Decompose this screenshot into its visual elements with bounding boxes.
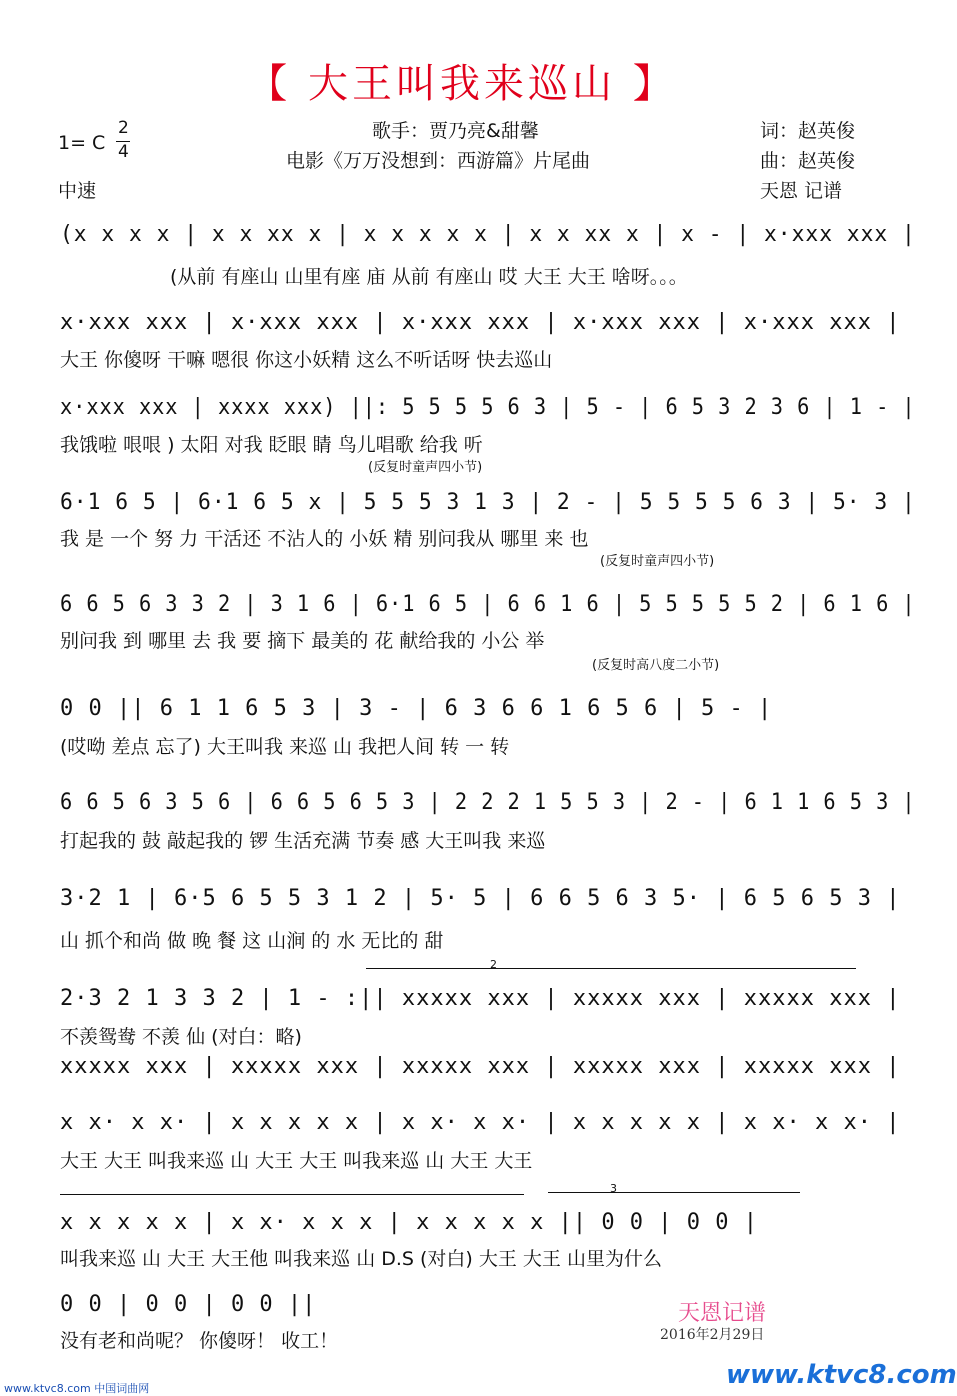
tempo-marking: 中速 (58, 180, 97, 202)
repeat-remark: (反复时高八度二小节) (592, 658, 720, 673)
notation-row: xxxxx xxx | xxxxx xxx | xxxxx xxx | xxxxx xxx | xxxxx xxx | (60, 1054, 901, 1079)
lyricist-credit: 词：赵英俊 (760, 120, 856, 142)
transcriber-stamp: 天恩记谱 (678, 1301, 767, 1326)
notation-row: x x x x x | x x· x x x | x x x x x || 0 0 | 0 0 | (60, 1210, 759, 1235)
lyric-row: 我饿啦 哏哏 ) 太阳 对我 眨眼 睛 鸟儿唱歌 给我 听 (60, 434, 483, 456)
triplet-bracket (548, 1192, 800, 1193)
watermark-logo: www.ktvc8.com (726, 1360, 957, 1390)
lyric-row: (从前 有座山 山里有座 庙 从前 有座山 哎 大王 大王 啥呀。。。 (170, 266, 688, 288)
time-signature-top: 2 (118, 118, 129, 138)
repeat-remark: (反复时童声四小节) (368, 460, 483, 475)
lyric-row: 没有老和尚呢？ 你傻呀！ 收工！ (60, 1330, 339, 1352)
lyric-row: 不羡鸳鸯 不羡 仙 (对白：略) (60, 1026, 302, 1048)
time-signature-bottom: 4 (118, 142, 129, 162)
singer-credit: 歌手：贾乃亮&甜馨 (372, 120, 539, 142)
notation-row: (x x x x | x x xx x | x x x x x | x x xx x | x - | x·xxx xxx | (60, 222, 916, 247)
notation-row: 0 0 | 0 0 | 0 0 || (60, 1292, 317, 1317)
volta-bracket (366, 968, 856, 969)
notation-row: 6·1 6 5 | 6·1 6 5 x | 5 5 5 3 1 3 | 2 - | 5 5 5 5 6 3 | 5· 3 | (60, 490, 916, 515)
notation-row: 6 6 5 6 3 5 6 | 6 6 5 6 5 3 | 2 2 2 1 5 5 3 | 2 - | 6 1 1 6 5 3 | (60, 790, 916, 815)
song-title: 【 大王叫我来巡山 】 (247, 61, 677, 107)
notation-row: 2·3 2 1 3 3 2 | 1 - :|| xxxxx xxx | xxxxx xxx | xxxxx xxx | (60, 986, 901, 1011)
notation-row: x·xxx xxx | x·xxx xxx | x·xxx xxx | x·xxx xxx | x·xxx xxx | (60, 310, 901, 335)
notation-row: 3·2 1 | 6·5 6 5 5 3 1 2 | 5· 5 | 6 6 5 6 3 5· | 6 5 6 5 3 | (60, 886, 901, 911)
lyric-row: 山 抓个和尚 做 晚 餐 这 山涧 的 水 无比的 甜 (60, 930, 444, 952)
key-signature: 1= C (58, 132, 106, 154)
lyric-row: 叫我来巡 山 大王 大王他 叫我来巡 山 D.S (对白) 大王 大王 山里为什么 (60, 1248, 662, 1270)
lyric-row: (哎呦 差点 忘了) 大王叫我 来巡 山 我把人间 转 一 转 (60, 736, 510, 758)
transcriber-credit: 天恩 记谱 (760, 180, 843, 202)
lyric-row: 大王 你傻呀 干嘛 嗯很 你这小妖精 这么不听话呀 快去巡山 (60, 349, 553, 371)
notation-row: 0 0 || 6 1 1 6 5 3 | 3 - | 6 3 6 6 1 6 5 6 | 5 - | (60, 696, 773, 721)
volta-number: 2 (490, 958, 497, 971)
transcription-date: 2016年2月29日 (660, 1327, 765, 1343)
composer-credit: 曲：赵英俊 (760, 150, 856, 172)
triplet-number: 3 (610, 1182, 617, 1195)
lyric-row: 我 是 一个 努 力 干活还 不沾人的 小妖 精 别问我从 哪里 来 也 (60, 528, 589, 550)
notation-row: x x· x x· | x x x x x | x x· x x· | x x x x x | x x· x x· | (60, 1110, 901, 1135)
lyric-row: 打起我的 鼓 敲起我的 锣 生活充满 节奏 感 大王叫我 来巡 (60, 830, 546, 852)
notation-row: x·xxx xxx | xxxx xxx) ||: 5 5 5 5 6 3 | 5 - | 6 5 3 2 3 6 | 1 - | (60, 395, 916, 420)
film-credit: 电影《万万没想到：西游篇》片尾曲 (286, 150, 591, 172)
lyric-row: 别问我 到 哪里 去 我 要 摘下 最美的 花 献给我的 小公 举 (60, 630, 545, 652)
lyric-row: 大王 大王 叫我来巡 山 大王 大王 叫我来巡 山 大王 大王 (60, 1150, 533, 1172)
tie-line (60, 1194, 524, 1195)
repeat-remark: (反复时童声四小节) (600, 554, 715, 569)
watermark-left: www.ktvc8.com 中国词曲网 (4, 1382, 150, 1395)
notation-row: 6 6 5 6 3 3 2 | 3 1 6 | 6·1 6 5 | 6 6 1 6 | 5 5 5 5 5 2 | 6 1 6 | (60, 592, 916, 617)
